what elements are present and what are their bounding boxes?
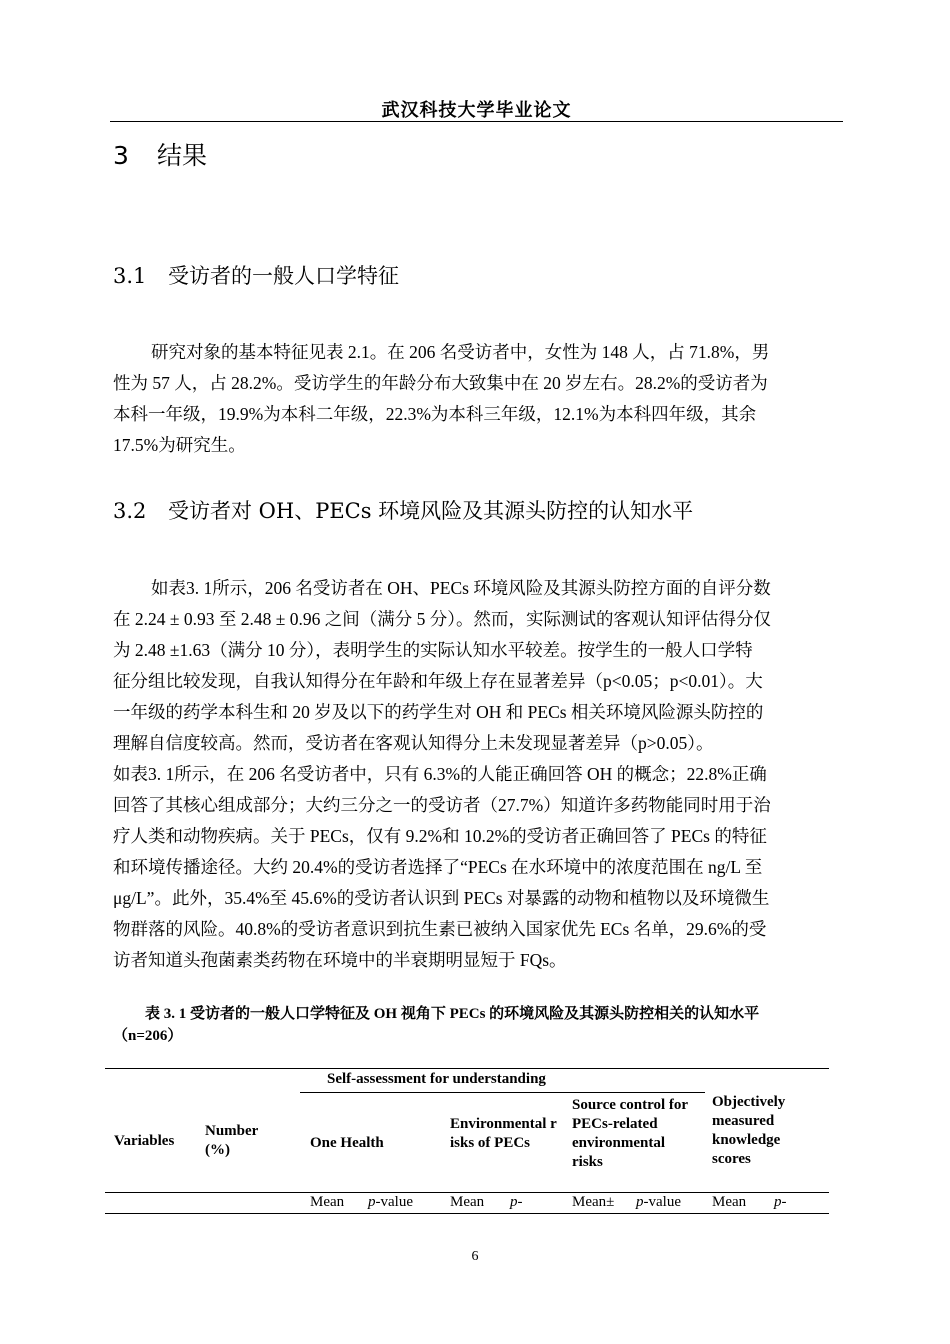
text-line: 本科一年级，19.9%为本科二年级，22.3%为本科三年级，12.1%为本科四年级，其余	[113, 404, 757, 424]
section-number: 3.2	[113, 499, 147, 523]
text-line: 17.5%为研究生。	[113, 435, 246, 455]
subheader-mean: Mean	[310, 1194, 345, 1210]
chapter-number: 3	[113, 141, 129, 170]
section-number: 3.1	[113, 264, 147, 288]
header-source-control: Source control for PECs-related environmental risks	[572, 1097, 688, 1170]
text-line: 疗人类和动物疾病。关于 PECs，仅有 9.2%和 10.2%的受访者正确回答了 PECs 的特征	[113, 826, 767, 846]
section-title: 受访者的一般人口学特征	[168, 264, 399, 288]
table-top-rule	[105, 1068, 829, 1069]
text-line: 物群落的风险。40.8%的受访者意识到抗生素已被纳入国家优先 ECs 名单，29.6%的受	[113, 919, 767, 939]
header-self-assessment: Self-assessment for understanding	[327, 1071, 546, 1087]
header-objective-scores: Objectively measured knowledge scores	[712, 1094, 786, 1167]
caption-line: 表 3. 1 受访者的一般人口学特征及 OH 视角下 PECs 的环境风险及其源头防控相关的认知水平	[145, 1006, 760, 1022]
text-line: 为 2.48 ±1.63（满分 10 分），表明学生的实际认知水平较差。按学生的一般人口学特	[113, 640, 753, 660]
p-suffix: -value	[375, 1194, 413, 1210]
text-line: 和环境传播途径。大约 20.4%的受访者选择了“PECs 在水环境中的浓度范围在 ng/L 至	[113, 857, 763, 877]
header-variables: Variables	[114, 1133, 175, 1149]
table-caption	[113, 1003, 835, 1047]
subheader-mean: Mean	[450, 1194, 485, 1210]
text-line: μg/L”。此外，35.4%至 45.6%的受访者认识到 PECs 对暴露的动物和植物以及环境微生	[113, 888, 770, 908]
header-rule	[110, 121, 843, 122]
subheader-p-value: p-	[774, 1194, 787, 1210]
text-line: 如表3. 1所示，206 名受访者在 OH、PECs 环境风险及其源头防控方面的自评分数	[151, 578, 771, 598]
text-line: 在 2.24 ± 0.93 至 2.48 ± 0.96 之间（满分 5 分）。然而，实际测试的客观认知评估得分仅	[113, 609, 771, 629]
subheader-p-value	[368, 1194, 413, 1211]
section-heading-3-1	[113, 260, 399, 290]
caption-line: （n=206）	[113, 1028, 183, 1044]
text-line: 性为 57 人，占 28.2%。受访学生的年龄分布大致集中在 20 岁左右。28.2%的受访者为	[113, 373, 768, 393]
p-symbol: p	[368, 1194, 376, 1210]
section-3-2-paragraph-1	[113, 573, 833, 976]
subheader-mean: Mean±	[572, 1194, 615, 1210]
chapter-title: 结果	[157, 141, 208, 170]
text-line: 研究对象的基本特征见表 2.1。在 206 名受访者中，女性为 148 人，占 71.8%，男	[151, 342, 770, 362]
text-line: 征分组比较发现，自我认知得分在年龄和年级上存在显著差异（p<0.05；p<0.01）。大	[113, 671, 763, 691]
section-heading-3-2	[113, 495, 693, 525]
text-line: 一年级的药学本科生和 20 岁及以下的药学生对 OH 和 PECs 相关环境风险源头防控的	[113, 702, 764, 722]
text-line: 如表3. 1所示，在 206 名受访者中，只有 6.3%的人能正确回答 OH 的概念；22.8%正确	[113, 764, 767, 784]
table-subheader-rule	[105, 1213, 829, 1214]
section-3-1-paragraph	[113, 337, 833, 461]
p-symbol: p	[636, 1194, 644, 1210]
p-suffix: -value	[643, 1194, 681, 1210]
running-header: 武汉科技大学毕业论文	[381, 100, 572, 121]
page-number: 6	[471, 1249, 479, 1264]
header-number: Number (%)	[205, 1123, 259, 1158]
subheader-p-value: p-	[510, 1194, 523, 1210]
section-title: 受访者对 OH、PECs 环境风险及其源头防控的认知水平	[168, 499, 694, 523]
text-line: 理解自信度较高。然而，受访者在客观认知得分上未发现显著差异（p>0.05）。	[113, 733, 714, 753]
subheader-mean: Mean	[712, 1194, 747, 1210]
table-group-rule	[300, 1092, 705, 1093]
table-header-rule	[105, 1192, 829, 1193]
header-environmental-risks: Environmental risks of PECs	[450, 1116, 557, 1151]
subheader-p-value	[636, 1194, 681, 1211]
chapter-heading	[113, 136, 207, 172]
text-line: 访者知道头孢菌素类药物在环境中的半衰期明显短于 FQs。	[113, 950, 567, 970]
text-line: 回答了其核心组成部分；大约三分之一的受访者（27.7%）知道许多药物能同时用于治	[113, 795, 771, 815]
header-one-health: One Health	[310, 1135, 384, 1151]
